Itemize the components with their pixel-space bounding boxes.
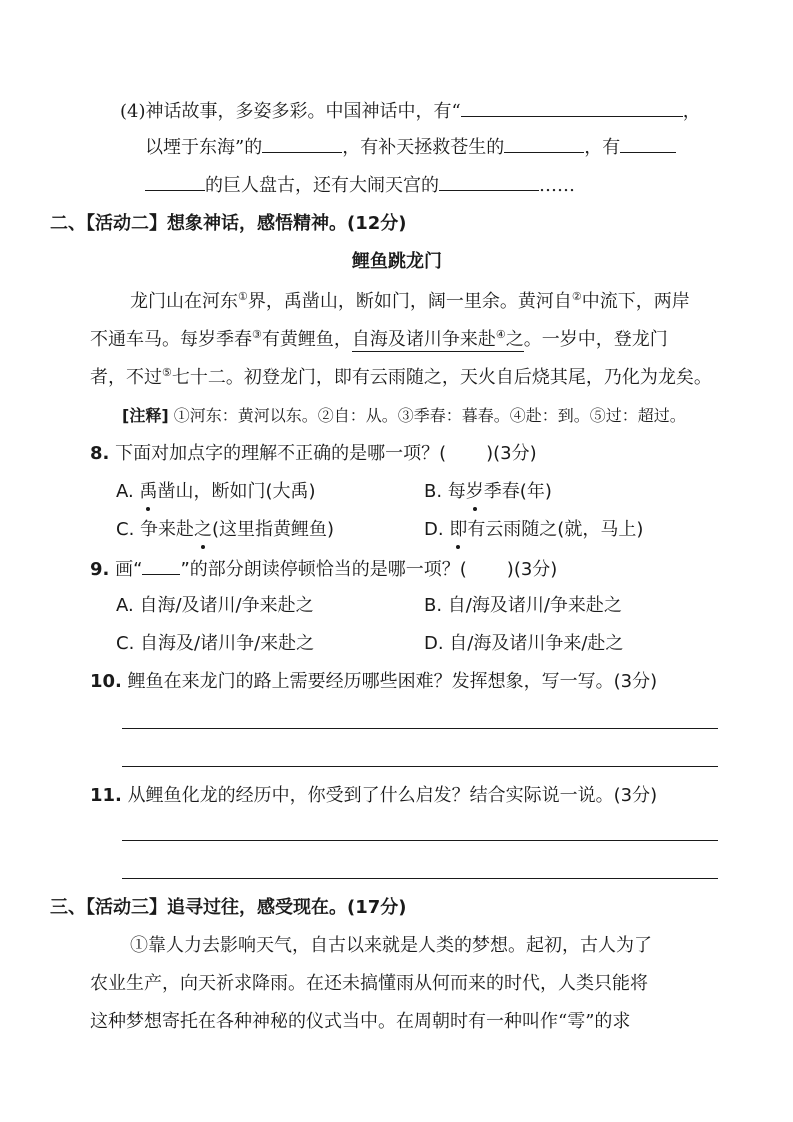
q11-stem — [90, 784, 657, 808]
question-score: )(3分) — [486, 443, 537, 464]
passage-title: 鲤鱼跳龙门 — [352, 251, 442, 272]
passage-text: 不通车马。每岁季春 — [90, 329, 252, 350]
option-text: 凿山，断如门(大禹) — [157, 481, 316, 502]
answer-blank[interactable] — [461, 98, 683, 117]
footnote-marker: ② — [571, 290, 582, 303]
section3-line3: 这种梦想寄托在各种神秘的仪式当中。在周朝时有一种叫作“雩”的求 — [90, 1011, 631, 1032]
question-text: 从鲤鱼化龙的经历中，你受到了什么启发？结合实际说一说。(3分) — [127, 785, 658, 806]
q4-text: …… — [539, 175, 575, 196]
q8-stem — [90, 442, 537, 466]
note-label: [注释] — [122, 406, 169, 425]
answer-line[interactable] — [122, 728, 718, 729]
question-number: 9. — [90, 559, 110, 580]
q4-text: ， — [682, 101, 701, 122]
answer-blank[interactable] — [504, 134, 584, 153]
answer-line[interactable] — [122, 766, 718, 767]
dotted-char: 即 — [449, 519, 468, 540]
q8-option-d[interactable] — [424, 518, 643, 542]
answer-line[interactable] — [122, 878, 718, 879]
underlined-text: 之 — [505, 329, 524, 350]
option-text: D. — [424, 519, 450, 540]
answer-blank[interactable] — [620, 134, 676, 153]
question-text: 画“ — [115, 559, 143, 580]
passage-text: 有黄鲤鱼， — [261, 329, 352, 350]
option-text: B. 每 — [424, 481, 466, 502]
dotted-char: 岁 — [465, 481, 484, 502]
passage-text: 者，不过 — [90, 367, 162, 388]
q9-stem — [90, 556, 557, 582]
q4-text: (4)神话故事，多姿多彩。中国神话中，有“ — [120, 101, 461, 122]
q4-text: ，有补天拯救苍生的 — [342, 137, 505, 158]
q8-option-b[interactable] — [424, 480, 552, 504]
q4-line3 — [145, 172, 575, 198]
footnote-marker: ③ — [252, 328, 262, 341]
passage-line2 — [90, 328, 668, 352]
q9-option-b[interactable]: B. 自/海及诸川/争来赴之 — [424, 595, 622, 616]
question-text: 下面对加点字的理解不正确的是哪一项？( — [115, 443, 447, 464]
answer-blank[interactable] — [439, 172, 539, 191]
passage-text: 中流下，两岸 — [581, 291, 690, 312]
footnote-marker: ④ — [495, 328, 506, 341]
note-text: ①河东：黄河以东。②自：从。③季春：暮春。④赴：到。⑤过：超过。 — [173, 406, 686, 425]
question-number: 8. — [90, 443, 110, 464]
question-text: 鲤鱼在来龙门的路上需要经历哪些困难？发挥想象，写一写。(3分) — [127, 671, 658, 692]
option-text: (这里指黄鲤鱼) — [212, 519, 335, 540]
question-score: )(3分) — [506, 559, 558, 580]
q4-text: 的巨人盘古，还有大闹天宫的 — [205, 175, 439, 196]
section2-heading: 二、【活动二】想象神话，感悟精神。(12分) — [50, 213, 407, 234]
q9-option-d[interactable]: D. 自/海及诸川争来/赴之 — [424, 633, 624, 654]
q4-text: 以堙于东海”的 — [145, 137, 263, 158]
section3-line2: 农业生产，向天祈求降雨。在还未搞懂雨从何而来的时代，人类只能将 — [90, 973, 648, 994]
section3-heading: 三、【活动三】追寻过往，感受现在。(17分) — [50, 897, 407, 918]
passage-line1 — [130, 290, 690, 314]
passage-text: 。一岁中，登龙门 — [523, 329, 668, 350]
q4-line1 — [120, 98, 701, 124]
answer-blank[interactable] — [262, 134, 342, 153]
question-text: ”的部分朗读停顿恰当的是哪一项？( — [180, 559, 467, 580]
passage-text: 龙门山在河东 — [130, 291, 238, 312]
passage-line3 — [90, 366, 712, 390]
passage-text: 七十二。初登龙门，即有云雨随之，天火自后烧其尾，乃化为龙矣。 — [171, 367, 712, 388]
option-text: 季春(年) — [483, 481, 552, 502]
q9-option-c[interactable]: C. 自海及/诸川争/来赴之 — [116, 633, 315, 654]
footnote-marker: ① — [238, 290, 248, 303]
underline-sample — [142, 556, 180, 575]
dotted-char: 禹 — [139, 481, 158, 502]
underlined-text: 自海及诸川争来赴 — [351, 329, 496, 350]
passage-text: 界，禹凿山，断如门，阔一里余。黄河自 — [247, 291, 572, 312]
section3-line1: ①靠人力去影响天气，自古以来就是人类的梦想。起初，古人为了 — [130, 935, 652, 956]
q9-option-a[interactable]: A. 自海/及诸川/争来赴之 — [116, 595, 314, 616]
q4-text: ，有 — [584, 137, 621, 158]
notes — [122, 404, 686, 428]
option-text: A. — [116, 481, 140, 502]
answer-line[interactable] — [122, 840, 718, 841]
answer-blank[interactable] — [145, 172, 205, 191]
underlined-phrase — [352, 329, 524, 352]
question-number: 11. — [90, 785, 122, 806]
option-text: C. 争来赴 — [116, 519, 195, 540]
q8-option-c[interactable] — [116, 518, 334, 542]
q10-stem — [90, 670, 657, 694]
q4-line2 — [145, 134, 676, 160]
option-text: 有云雨随之(就，马上) — [467, 519, 644, 540]
footnote-marker: ⑤ — [162, 366, 172, 379]
question-number: 10. — [90, 671, 122, 692]
q8-option-a[interactable] — [116, 480, 316, 504]
dotted-char: 之 — [194, 519, 213, 540]
